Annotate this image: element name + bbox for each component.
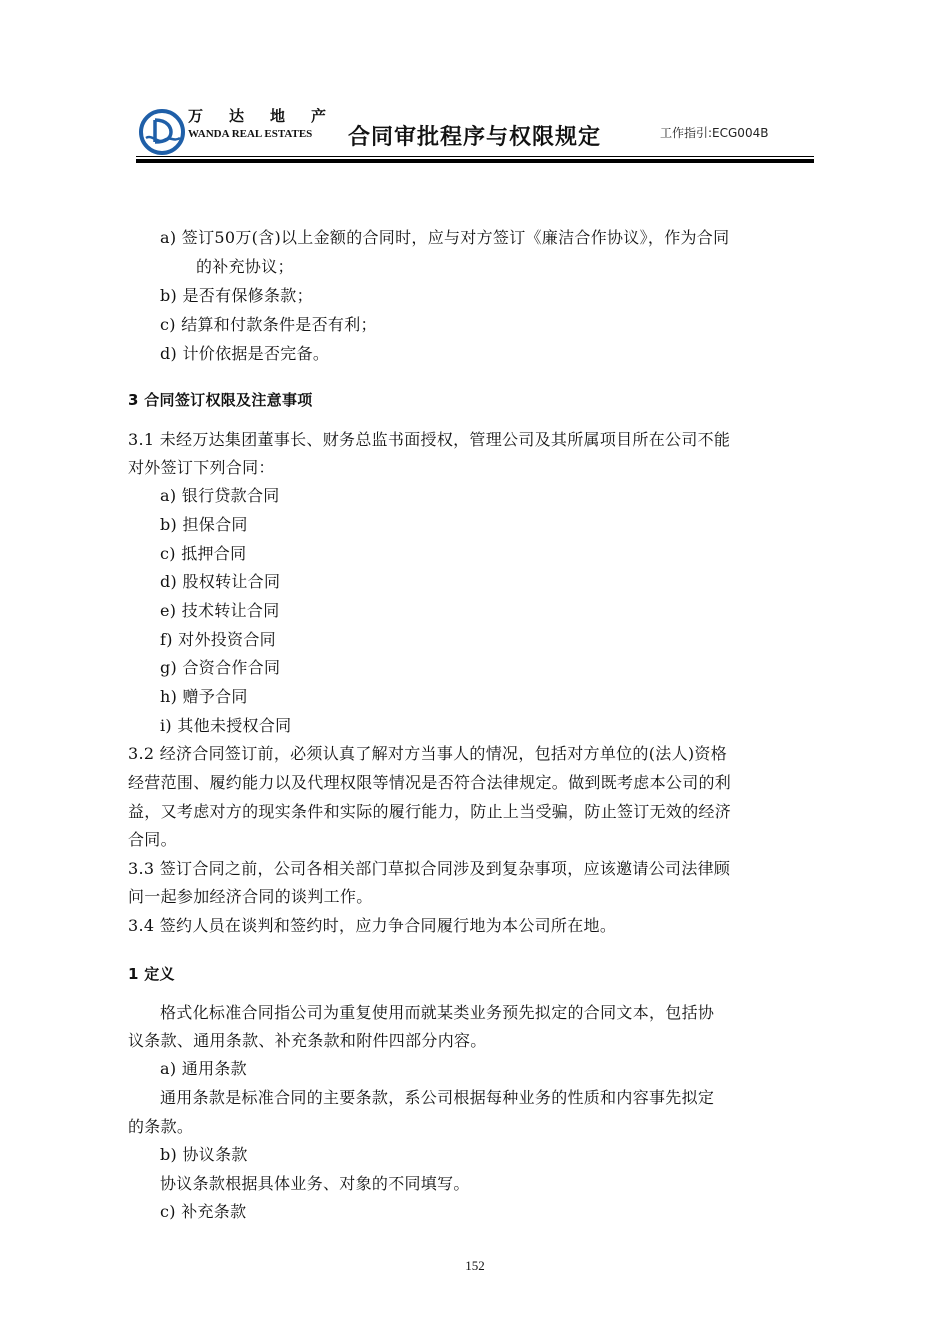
- list-item: c) 补充条款: [160, 1202, 247, 1221]
- body-line: d) 计价依据是否完备。: [160, 344, 330, 363]
- list-item: b) 担保合同: [160, 515, 248, 534]
- body-line: 协议条款根据具体业务、对象的不同填写。: [160, 1174, 470, 1193]
- list-item: a) 通用条款: [160, 1059, 247, 1078]
- brand-name-en: WANDA REAL ESTATES: [188, 128, 313, 140]
- list-item: c) 抵押合同: [160, 544, 247, 563]
- list-item: b) 协议条款: [160, 1145, 248, 1164]
- body-line: b) 是否有保修条款；: [160, 286, 313, 305]
- page-header: [0, 0, 950, 170]
- header-rule-thin: [136, 156, 814, 157]
- list-item: e) 技术转让合同: [160, 601, 280, 620]
- section-heading: 3 合同签订权限及注意事项: [128, 391, 313, 409]
- body-line: 益，又考虑对方的现实条件和实际的履行能力，防止上当受骗，防止签订无效的经济: [128, 802, 732, 821]
- body-line: 3.2 经济合同签订前，必须认真了解对方当事人的情况，包括对方单位的(法人)资格: [128, 744, 728, 763]
- list-item: d) 股权转让合同: [160, 572, 281, 591]
- body-line: 议条款、通用条款、补充条款和附件四部分内容。: [128, 1031, 487, 1050]
- body-line: 对外签订下列合同：: [128, 458, 275, 477]
- header-rule-thick: [136, 159, 814, 163]
- body-line: 经营范围、履约能力以及代理权限等情况是否符合法律规定。做到既考虑本公司的利: [128, 773, 732, 792]
- body-line: 的补充协议；: [196, 257, 294, 276]
- list-item: f) 对外投资合同: [160, 630, 276, 649]
- body-line: 的条款。: [128, 1117, 194, 1136]
- body-line: c) 结算和付款条件是否有利；: [160, 315, 377, 334]
- body-line: 问一起参加经济合同的谈判工作。: [128, 887, 373, 906]
- body-line: 3.3 签订合同之前，公司各相关部门草拟合同涉及到复杂事项，应该邀请公司法律顾: [128, 859, 731, 878]
- body-line: a) 签订50万(含)以上金额的合同时，应与对方签订《廉洁合作协议》，作为合同: [160, 228, 730, 247]
- page-number: 152: [465, 1258, 485, 1273]
- document-title: 合同审批程序与权限规定: [348, 125, 602, 150]
- list-item: g) 合资合作合同: [160, 658, 281, 677]
- body-line: 通用条款是标准合同的主要条款，系公司根据每种业务的性质和内容事先拟定: [160, 1088, 715, 1107]
- brand-name-cn: 万 达 地 产: [188, 107, 326, 125]
- body-line: 3.4 签约人员在谈判和签约时，应力争合同履行地为本公司所在地。: [128, 916, 617, 935]
- list-item: h) 赠予合同: [160, 687, 248, 706]
- body-line: 格式化标准合同指公司为重复使用而就某类业务预先拟定的合同文本，包括协: [160, 1003, 715, 1022]
- list-item: i) 其他未授权合同: [160, 716, 292, 735]
- body-line: 3.1 未经万达集团董事长、财务总监书面授权，管理公司及其所属项目所在公司不能: [128, 430, 731, 449]
- wanda-logo-icon: [138, 108, 186, 156]
- document-code: 工作指引:ECG004B: [660, 126, 769, 140]
- body-line: 合同。: [128, 830, 177, 849]
- list-item: a) 银行贷款合同: [160, 486, 280, 505]
- section-heading: 1 定义: [128, 965, 175, 983]
